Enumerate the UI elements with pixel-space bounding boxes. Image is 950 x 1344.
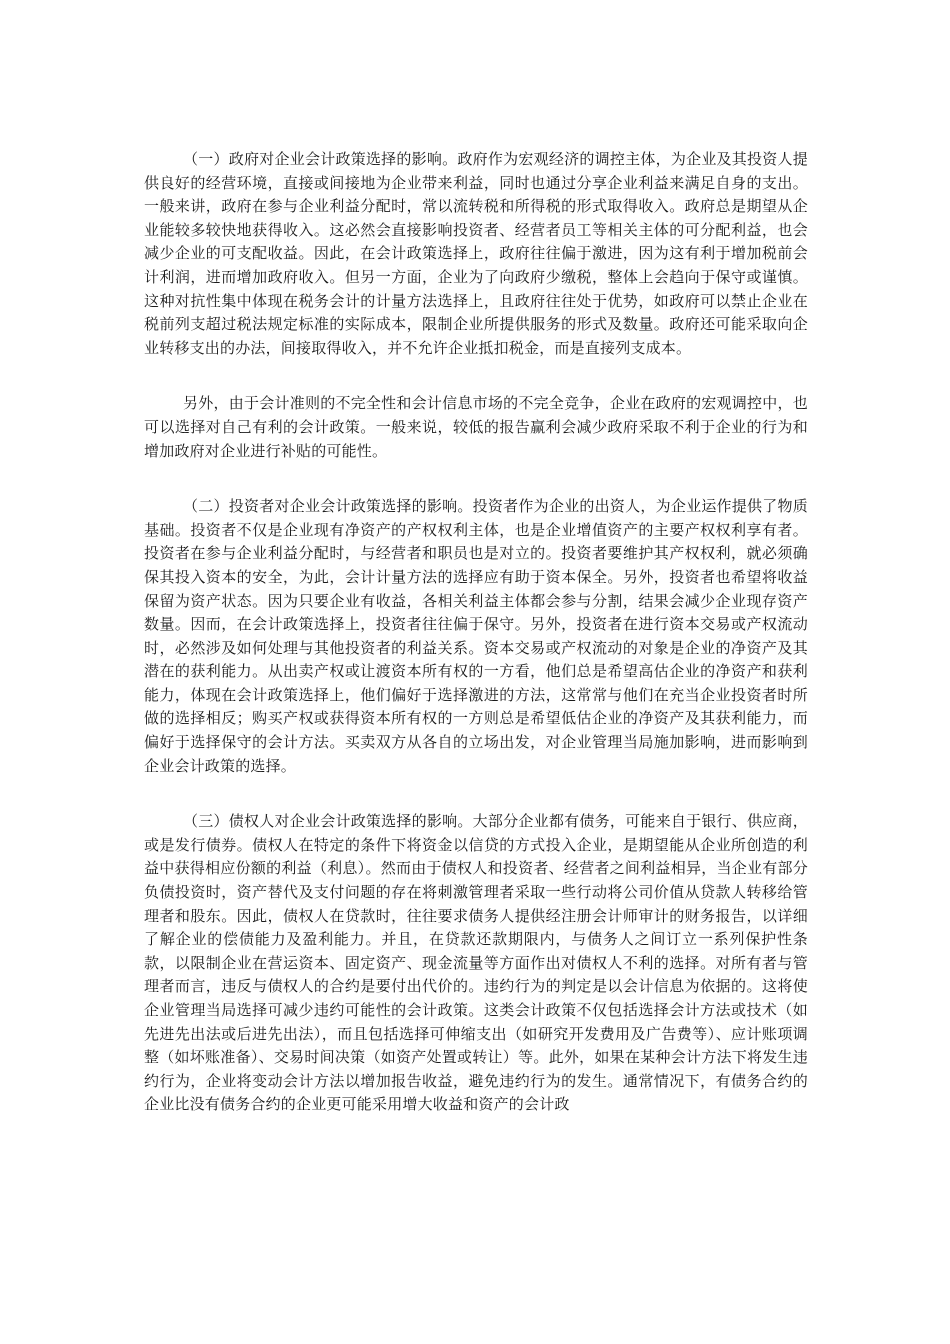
paragraph-creditor-influence: （三）债权人对企业会计政策选择的影响。大部分企业都有债务，可能来自于银行、供应商，或是发行债券。债权人在特定的条件下将资金以信贷的方式投入企业，是期望能从企业所创造的利益中获得相应份额的利益（利息）。然而由于债权人和投资者、经营者之间利益相异，当企业有部分负债投资时，资产替代及支付问题的存在将刺激管理者采取一些行动将公司价值从贷款人转移给管理者和股东。因此，债权人在贷款时，往往要求债务人提供经注册会计师审计的财务报告，以详细了解企业的偿债能力及盈利能力。并且，在贷款还款期限内，与债务人之间订立一系列保护性条款，以限制企业在营运资本、固定资产、现金流量等方面作出对债权人不利的选择。对所有者与管理者而言，违反与债权人的合约是要付出代价的。违约行为的判定是以会计信息为依据的。这将使企业管理当局选择可减少违约可能性的会计政策。这类会计政策不仅包括选择会计方法或技术（如先进先出法或后进先出法），而且包括选择可伸缩支出（如研究开发费用及广告费等）、应计账项调整（如坏账准备）、交易时间决策（如资产处置或转让）等。此外，如果在某种会计方法下将发生违约行为，企业将变动会计方法以增加报告收益，避免违约行为的发生。通常情况下，有债务合约的企业比没有债务合约的企业更可能采用增大收益和资产的会计政 — [144, 812, 808, 1114]
paragraph-government-supplement: 另外，由于会计准则的不完全性和会计信息市场的不完全竞争，企业在政府的宏观调控中，也可以选择对自己有利的会计政策。一般来说，较低的报告赢利会减少政府采取不利于企业的行为和增加政府对企业进行补贴的可能性。 — [144, 394, 808, 460]
paragraph-spacer — [144, 463, 808, 495]
paragraph-spacer — [144, 778, 808, 810]
paragraph-government-influence: （一）政府对企业会计政策选择的影响。政府作为宏观经济的调控主体，为企业及其投资人提供良好的经营环境，直接或间接地为企业带来利益，同时也通过分享企业利益来满足自身的支出。一般来讲，政府在参与企业利益分配时，常以流转税和所得税的形式取得收入。政府总是期望从企业能较多较快地获得收入。这必然会直接影响投资者、经营者员工等相关主体的可分配利益，也会减少企业的可支配收益。因此，在会计政策选择上，政府往往偏于激进，因为这有利于增加税前会计利润，进而增加政府收入。但另一方面，企业为了向政府少缴税，整体上会趋向于保守或谨慎。这种对抗性集中体现在税务会计的计量方法选择上，且政府往往处于优势，如政府可以禁止企业在税前列支超过税法规定标准的实际成本，限制企业所提供服务的形式及数量。政府还可能采取向企业转移支出的办法，间接取得收入，并不允许企业抵扣税金，而是直接列支成本。 — [144, 150, 808, 357]
paragraph-investor-influence: （二）投资者对企业会计政策选择的影响。投资者作为企业的出资人，为企业运作提供了物质基础。投资者不仅是企业现有净资产的产权权利主体，也是企业增值资产的主要产权权利享有者。投资者在参与企业利益分配时，与经营者和职员也是对立的。投资者要维护其产权权利，就必须确保其投入资本的安全，为此，会计计量方法的选择应有助于资本保全。另外，投资者也希望将收益保留为资产状态。因为只要企业有收益，各相关利益主体都会参与分割，结果会减少企业现存资产数量。因而，在会计政策选择上，投资者往往偏于保守。另外，投资者在进行资本交易或产权流动时，必然涉及如何处理与其他投资者的利益关系。资本交易或产权流动的对象是企业的净资产及其潜在的获利能力。从出卖产权或让渡资本所有权的一方看，他们总是希望高估企业的净资产和获利能力，体现在会计政策选择上，他们偏好于选择激进的方法，这常常与他们在充当企业投资者时所做的选择相反；购买产权或获得资本所有权的一方则总是希望低估企业的净资产及其获利能力，而偏好于选择保守的会计方法。买卖双方从各自的立场出发，对企业管理当局施加影响，进而影响到企业会计政策的选择。 — [144, 497, 808, 775]
paragraph-spacer — [144, 360, 808, 392]
document-page — [144, 148, 808, 1117]
